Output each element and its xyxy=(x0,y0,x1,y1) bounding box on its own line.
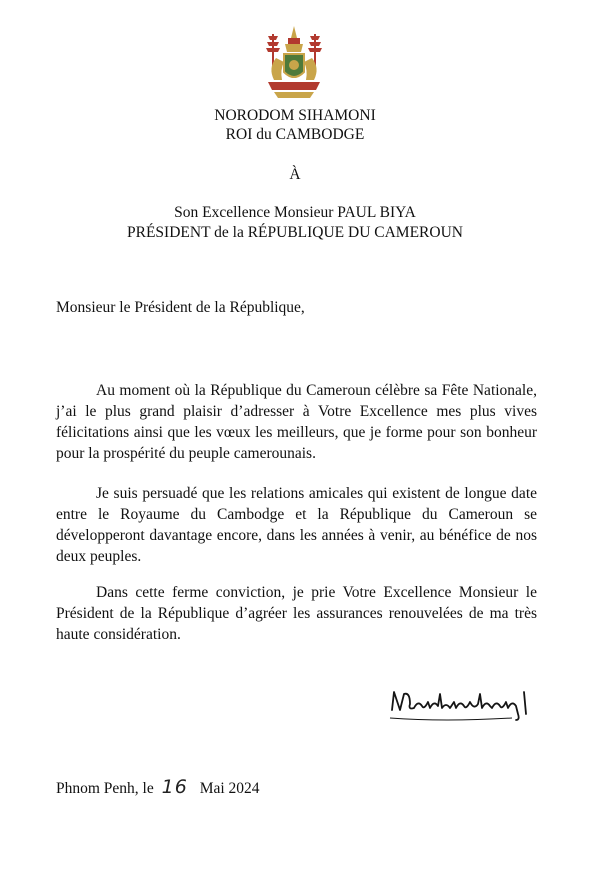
salutation: Monsieur le Président de la République, xyxy=(56,299,305,316)
handwritten-signature xyxy=(384,680,544,724)
emblem-shield-center xyxy=(289,60,299,70)
sender-title: ROI du CAMBODGE xyxy=(225,126,365,143)
body-paragraph: Je suis persuadé que les relations amicales qui existent de longue date entre le Royaume du Cambodge et la République du Cameroun se développeront davantage encore, dans les années à venir, au bénéfice de nos deux peuples. xyxy=(56,485,537,565)
sender-name: NORODOM SIHAMONI xyxy=(214,107,376,124)
signature-underline xyxy=(390,718,512,720)
recipient-name: Son Excellence Monsieur PAUL BIYA xyxy=(174,204,416,221)
signature-stroke xyxy=(392,692,526,720)
date-month-year: Mai 2024 xyxy=(199,780,260,797)
emblem-ribbon xyxy=(274,92,314,98)
royal-coat-of-arms-emblem xyxy=(258,24,330,102)
recipient-title: PRÉSIDENT de la RÉPUBLIQUE DU CAMEROUN xyxy=(127,224,463,241)
date-day-handwritten: 16 xyxy=(161,776,188,798)
body-paragraph: Dans cette ferme conviction, je prie Votre Excellence Monsieur le Président de la République d’agréer les assurances renouvelées de ma très haute considération. xyxy=(56,584,537,643)
date-place: Phnom Penh, le xyxy=(56,780,154,797)
place-and-date xyxy=(56,776,260,798)
addressee-marker: À xyxy=(289,166,301,183)
emblem-base xyxy=(268,82,320,90)
body-paragraph: Au moment où la République du Cameroun célèbre sa Fête Nationale, j’ai le plus grand plaisir d’adresser à Votre Excellence mes plus vives félicitations ainsi que les vœux les meilleurs, que je forme pour son bonheur pour la prospérité du peuple camerounais. xyxy=(56,382,537,462)
emblem-crown-spire xyxy=(291,26,297,38)
emblem-crown-band xyxy=(288,38,300,44)
emblem-crown-top xyxy=(285,44,303,52)
